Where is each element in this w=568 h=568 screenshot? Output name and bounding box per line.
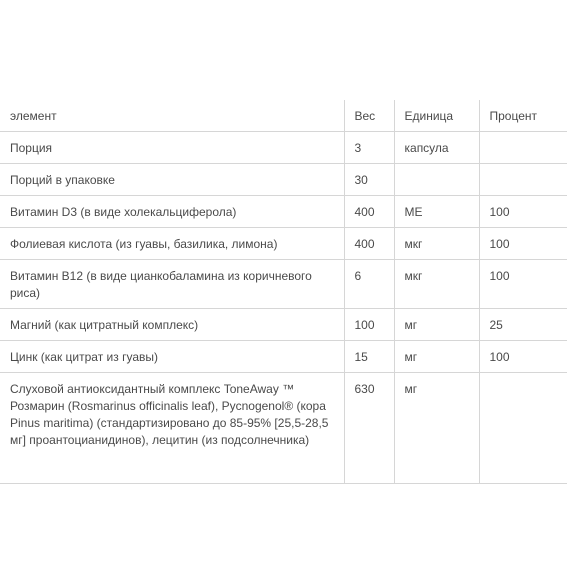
cell-amount: 3 bbox=[344, 132, 394, 164]
header-element: элемент bbox=[0, 100, 344, 132]
cell-amount: 400 bbox=[344, 228, 394, 260]
table-row bbox=[0, 164, 567, 196]
cell-amount: 100 bbox=[344, 309, 394, 341]
header-unit: Единица bbox=[394, 100, 479, 132]
cell-unit: мг bbox=[394, 341, 479, 373]
cell-amount: 630 bbox=[344, 373, 394, 484]
cell-percent: 100 bbox=[479, 228, 567, 260]
cell-name: Магний (как цитратный комплекс) bbox=[0, 309, 344, 341]
cell-unit: мг bbox=[394, 309, 479, 341]
table-row bbox=[0, 132, 567, 164]
cell-amount: 6 bbox=[344, 260, 394, 309]
cell-name: Слуховой антиоксидантный комплекс ToneAway ™ Розмарин (Rosmarinus officinalis leaf), Pycnogenol® (кора Pinus maritima) (стандартизировано до 85-95% [25,5-28,5 мг] проантоцианидинов), лецитин (из подсолнечника) bbox=[0, 373, 344, 484]
cell-name: Порция bbox=[0, 132, 344, 164]
cell-percent: 100 bbox=[479, 260, 567, 309]
cell-unit: мкг bbox=[394, 260, 479, 309]
cell-unit: МЕ bbox=[394, 196, 479, 228]
table-row bbox=[0, 228, 567, 260]
cell-name: Витамин D3 (в виде холекальциферола) bbox=[0, 196, 344, 228]
supplement-facts-table bbox=[0, 100, 567, 484]
header-percent: Процент bbox=[479, 100, 567, 132]
cell-unit bbox=[394, 164, 479, 196]
cell-percent: 100 bbox=[479, 196, 567, 228]
cell-percent bbox=[479, 164, 567, 196]
cell-unit: мг bbox=[394, 373, 479, 484]
cell-name: Цинк (как цитрат из гуавы) bbox=[0, 341, 344, 373]
table-row bbox=[0, 196, 567, 228]
cell-percent: 100 bbox=[479, 341, 567, 373]
cell-percent bbox=[479, 373, 567, 484]
table-row bbox=[0, 373, 567, 484]
supplement-facts-section bbox=[0, 100, 568, 466]
header-weight: Вес bbox=[344, 100, 394, 132]
cell-unit: мкг bbox=[394, 228, 479, 260]
table-row bbox=[0, 341, 567, 373]
cell-percent: 25 bbox=[479, 309, 567, 341]
cell-percent bbox=[479, 132, 567, 164]
cell-unit: капсула bbox=[394, 132, 479, 164]
table-header-row bbox=[0, 100, 567, 132]
cell-name: Фолиевая кислота (из гуавы, базилика, лимона) bbox=[0, 228, 344, 260]
table-row bbox=[0, 260, 567, 309]
cell-name: Порций в упаковке bbox=[0, 164, 344, 196]
cell-amount: 15 bbox=[344, 341, 394, 373]
table-row bbox=[0, 309, 567, 341]
cell-amount: 30 bbox=[344, 164, 394, 196]
cell-name: Витамин B12 (в виде цианкобаламина из коричневого риса) bbox=[0, 260, 344, 309]
cell-amount: 400 bbox=[344, 196, 394, 228]
